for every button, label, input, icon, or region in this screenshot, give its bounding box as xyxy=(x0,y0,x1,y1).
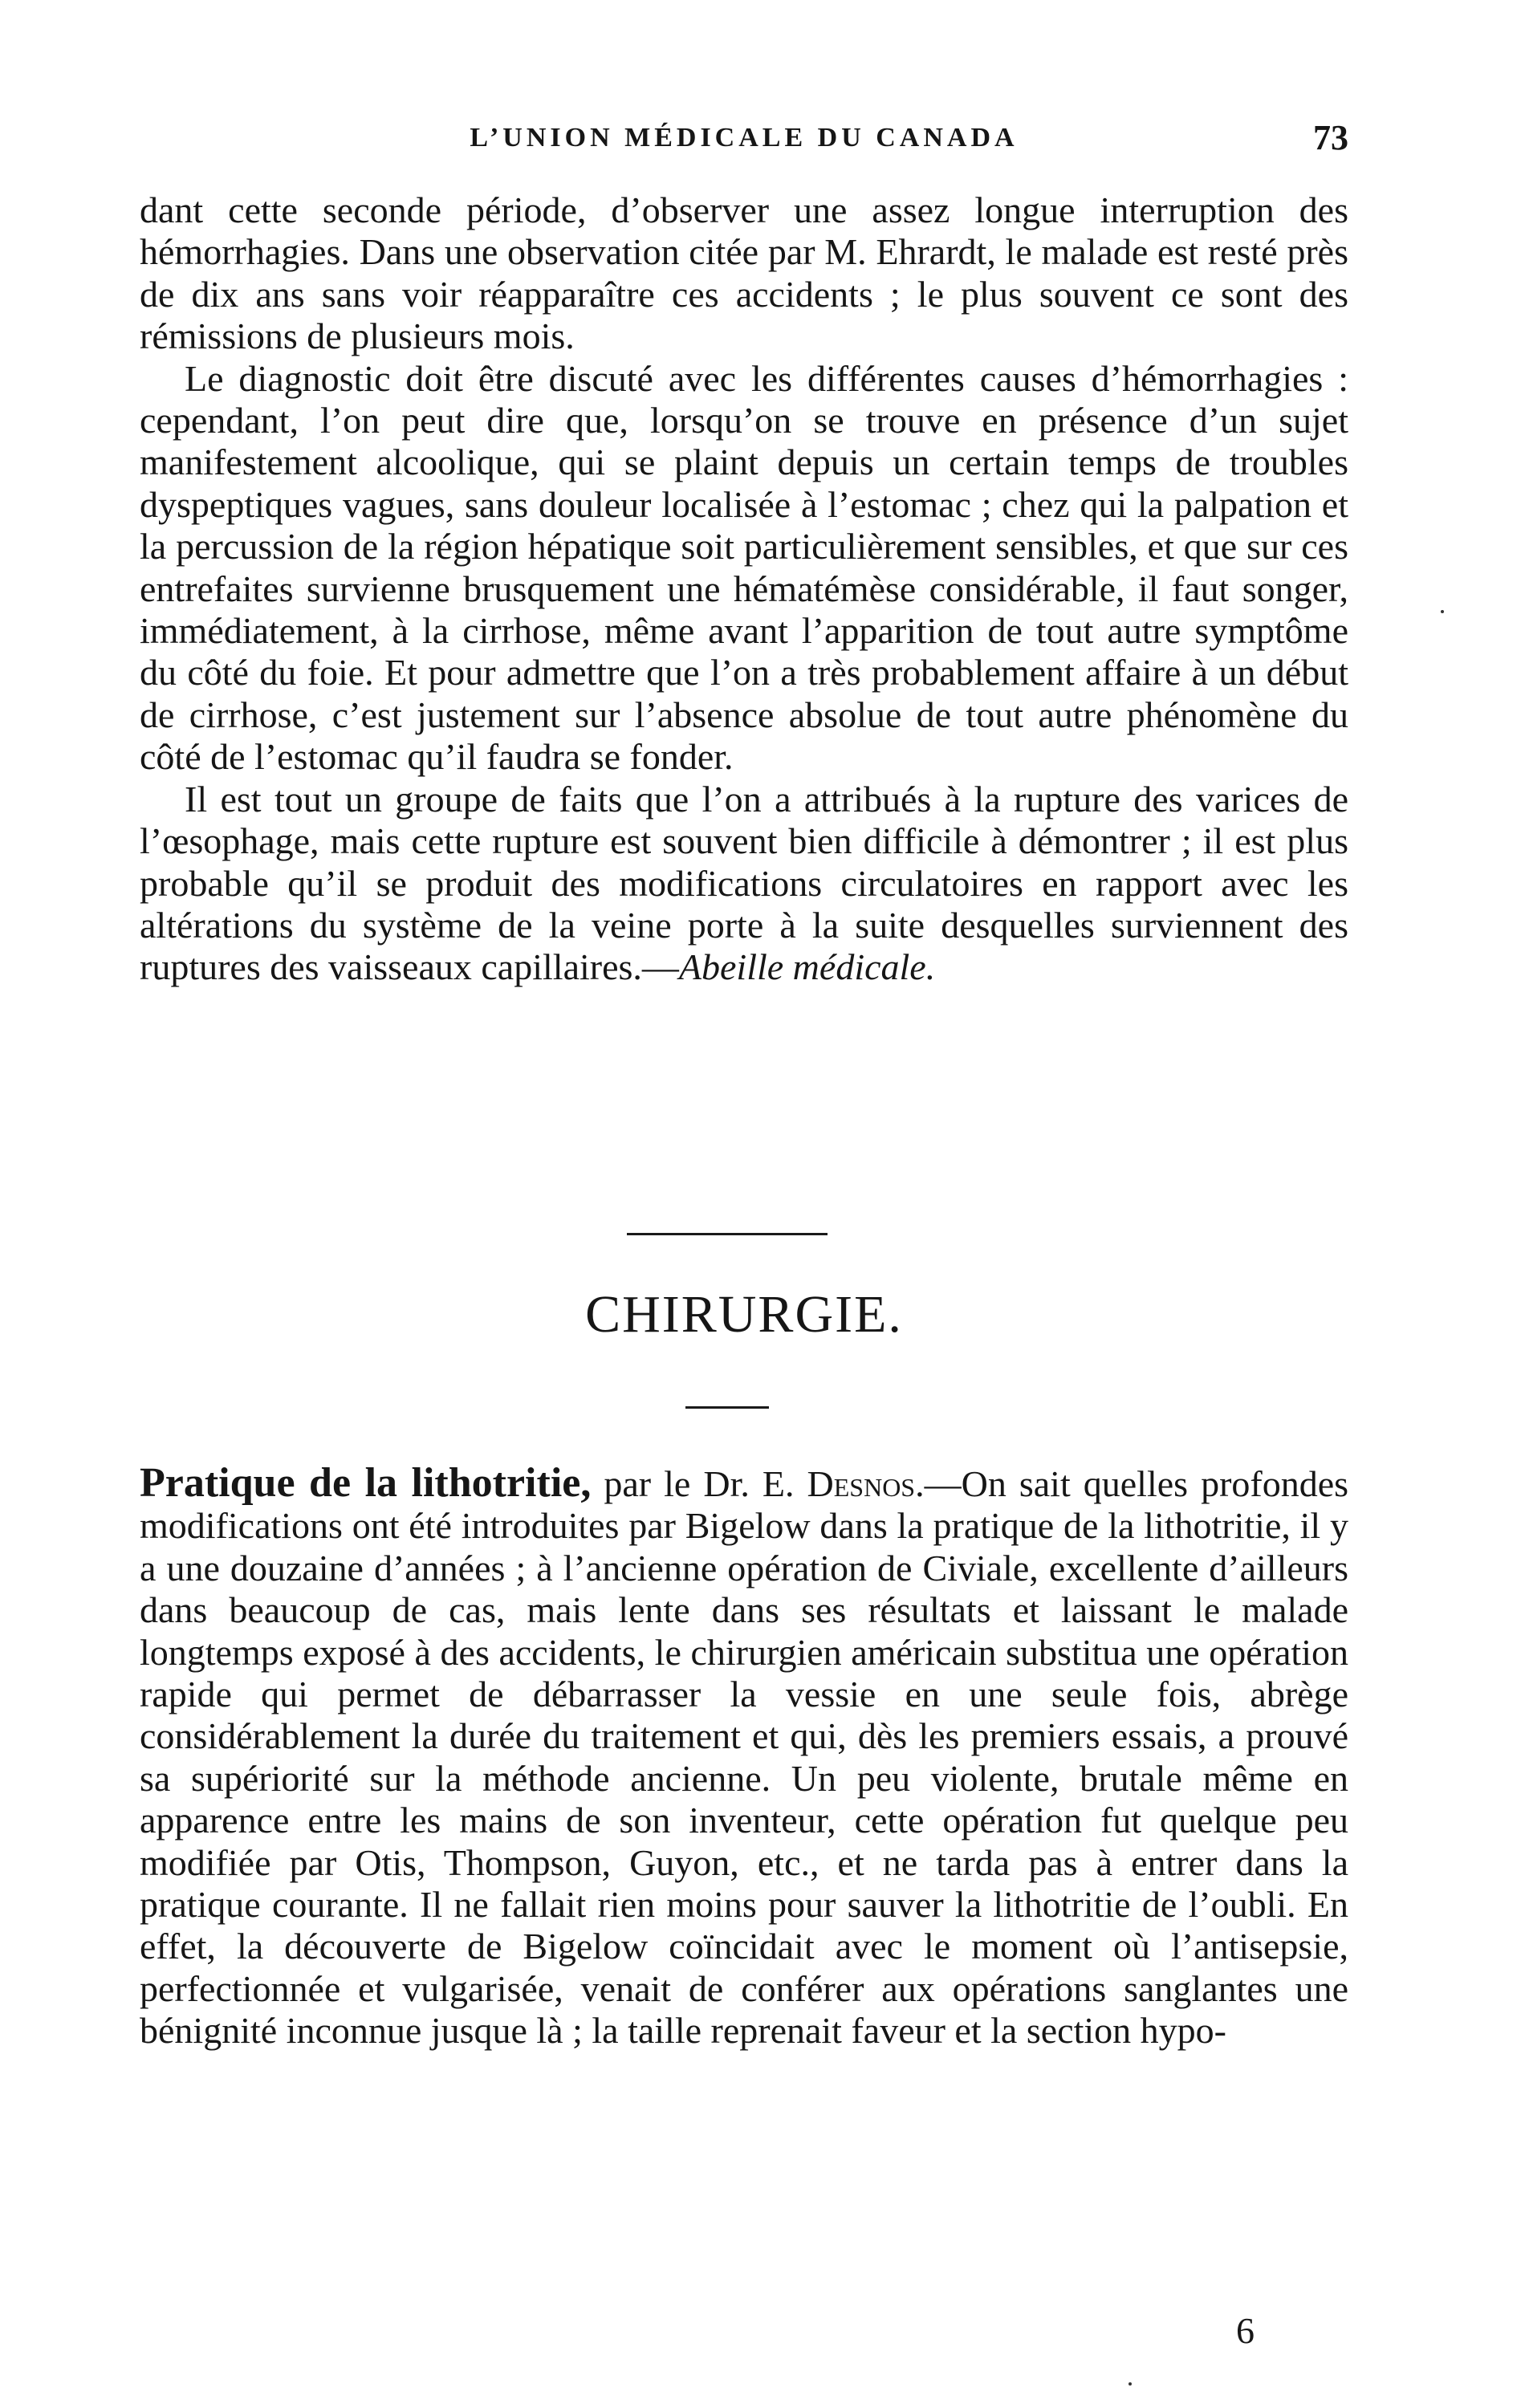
signature-mark: 6 xyxy=(1236,2310,1255,2351)
article-text: —On sait quelles profondes modifications ont été introduites par Bigelow dans la pratique de la lithotritie, il y a une douzaine d’années ; à l’ancienne opération de Civiale, excellente d’ailleurs dans beaucoup de cas, mais lente dans ses résultats et laissant le malade longtemps exposé à des accidents, le chirurgien américain substitua une opération rapide qui permet de débarrasser la vessie en une seule fois, abrège considérablement la durée du traitement et qui, dès les premiers essais, a prouvé sa supériorité sur la méthode ancienne. Un peu violente, brutale même en apparence entre les mains de son inventeur, cette opération fut quelque peu modifiée par Otis, Thompson, Guyon, etc., et ne tarda pas à entrer dans la pratique courante. Il ne fallait rien moins pour sauver la lithotritie de l’oubli. En effet, la découverte de Bigelow coïncidait avec le moment où l’antisepsie, perfectionnée et vulgarisée, venait de conférer aux opérations sanglantes une bénignité inconnue jusque là ; la taille reprenait faveur et la section hypo- xyxy=(140,1463,1349,2052)
paragraph: Le diagnostic doit être discuté avec les différentes causes d’hémorrhagies : cependant, l’on peut dire que, lorsqu’on se trouve en présence d’un sujet manifestement alcoolique, qui se plaint depuis un certain temps de troubles dyspeptiques vagues, sans douleur localisée à l’estomac ; chez qui la palpation et la percussion de la région hépatique soit particulièrement sensibles, et que sur ces entrefaites survienne brusquement une hématémèse considérable, il faut songer, immédiatement, à la cirrhose, même avant l’apparition de tout autre symptôme du côté du foie. Et pour admettre que l’on a très probablement affaire à un début de cirrhose, c’est justement sur l’absence absolue de tout autre phénomène du côté de l’estomac qu’il faudra se fonder. xyxy=(140,357,1348,778)
running-head xyxy=(140,114,1348,162)
article-author: Desnos. xyxy=(807,1463,925,1504)
article-paragraph xyxy=(140,1462,1348,2052)
paragraph: dant cette seconde période, d’observer une assez longue interruption des hémorrhagies. Dans une observation citée par M. Ehrardt, le malade est resté près de dix ans sans voir réapparaître ces accidents ; le plus souvent ce sont des rémissions de plusieurs mois. xyxy=(140,189,1348,357)
running-title: L’UNION MÉDICALE DU CANADA xyxy=(470,123,1019,153)
paragraph-text: Il est tout un groupe de faits que l’on a attribués à la rupture des varices de l’œsophage, mais cette rupture est souvent bien difficile à démontrer ; il est plus probable qu’il se produit des modifications circulatoires en rapport avec les altérations du système de la veine porte à la suite desquelles surviennent des ruptures des vaisseaux capillaires.— xyxy=(140,778,1348,988)
article xyxy=(140,1462,1348,2052)
section-title: CHIRURGIE. xyxy=(585,1285,903,1344)
source-citation: Abeille médicale. xyxy=(678,946,936,988)
section-rule-bottom xyxy=(685,1406,769,1409)
section-rule-top xyxy=(627,1233,828,1235)
print-speck xyxy=(1441,610,1444,613)
paragraph xyxy=(140,779,1348,989)
print-speck xyxy=(1128,2382,1132,2386)
article-title: Pratique de la lithotritie, xyxy=(140,1460,592,1506)
continuation-text xyxy=(140,189,1348,989)
page-number: 73 xyxy=(1313,118,1348,157)
article-byline: par le Dr. E. xyxy=(604,1463,795,1504)
